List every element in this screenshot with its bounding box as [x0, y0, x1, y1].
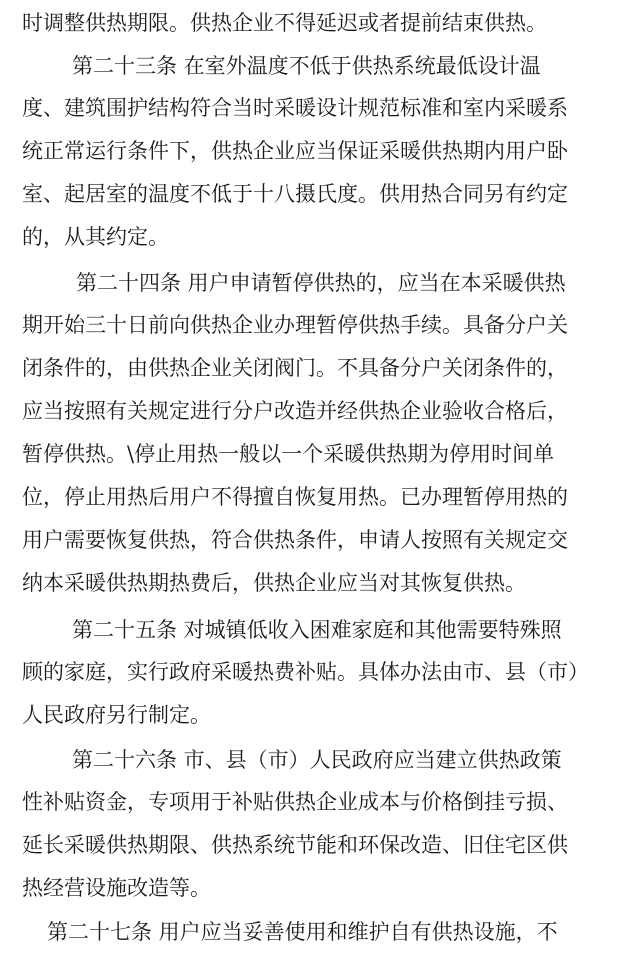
text-line: 人民政府另行制定。 — [22, 703, 211, 727]
text-line: 闭条件的，由供热企业关闭阀门。不具备分户关闭条件的， — [22, 356, 568, 380]
text-line: 时调整供热期限。供热企业不得延迟或者提前结束供热。 — [22, 11, 547, 35]
text-line: 位，停止用热后用户不得擅自恢复用热。已办理暂停用热的 — [22, 485, 568, 509]
text-line: 纳本采暖供热期热费后，供热企业应当对其恢复供热。 — [22, 571, 526, 595]
text-line: 应当按照有关规定进行分户改造并经供热企业验收合格后， — [22, 399, 568, 423]
text-line: 度、建筑围护结构符合当时采暖设计规范标准和室内采暖系 — [22, 96, 568, 120]
text-line: 用户需要恢复供热，符合供热条件，申请人按照有关规定交 — [22, 528, 568, 552]
text-line: 室、起居室的温度不低于十八摄氏度。供用热合同另有约定 — [22, 182, 568, 206]
text-line: 热经营设施改造等。 — [22, 876, 211, 900]
article-24-heading-line: 第二十四条 用户申请暂停供热的，应当在本采暖供热 — [76, 271, 566, 295]
text-line: 延长采暖供热期限、供热系统节能和环保改造、旧住宅区供 — [22, 833, 568, 857]
article-27-heading-line: 第二十七条 用户应当妥善使用和维护自有供热设施，不 — [47, 920, 558, 944]
text-line: 暂停供热。\停止用热一般以一个采暖供热期为停用时间单 — [22, 442, 555, 466]
text-line: 顾的家庭，实行政府采暖热费补贴。具体办法由市、县（市） — [22, 660, 589, 684]
article-23-heading-line: 第二十三条 在室外温度不低于供热系统最低设计温 — [72, 54, 541, 78]
text-line: 性补贴资金，专项用于补贴供热企业成本与价格倒挂亏损、 — [22, 790, 568, 814]
text-line: 统正常运行条件下，供热企业应当保证采暖供热期内用户卧 — [22, 139, 568, 163]
article-25-heading-line: 第二十五条 对城镇低收入困难家庭和其他需要特殊照 — [72, 618, 562, 642]
article-26-heading-line: 第二十六条 市、县（市）人民政府应当建立供热政策 — [72, 748, 562, 772]
text-line: 的，从其约定。 — [22, 225, 169, 249]
text-line: 期开始三十日前向供热企业办理暂停供热手续。具备分户关 — [22, 313, 568, 337]
